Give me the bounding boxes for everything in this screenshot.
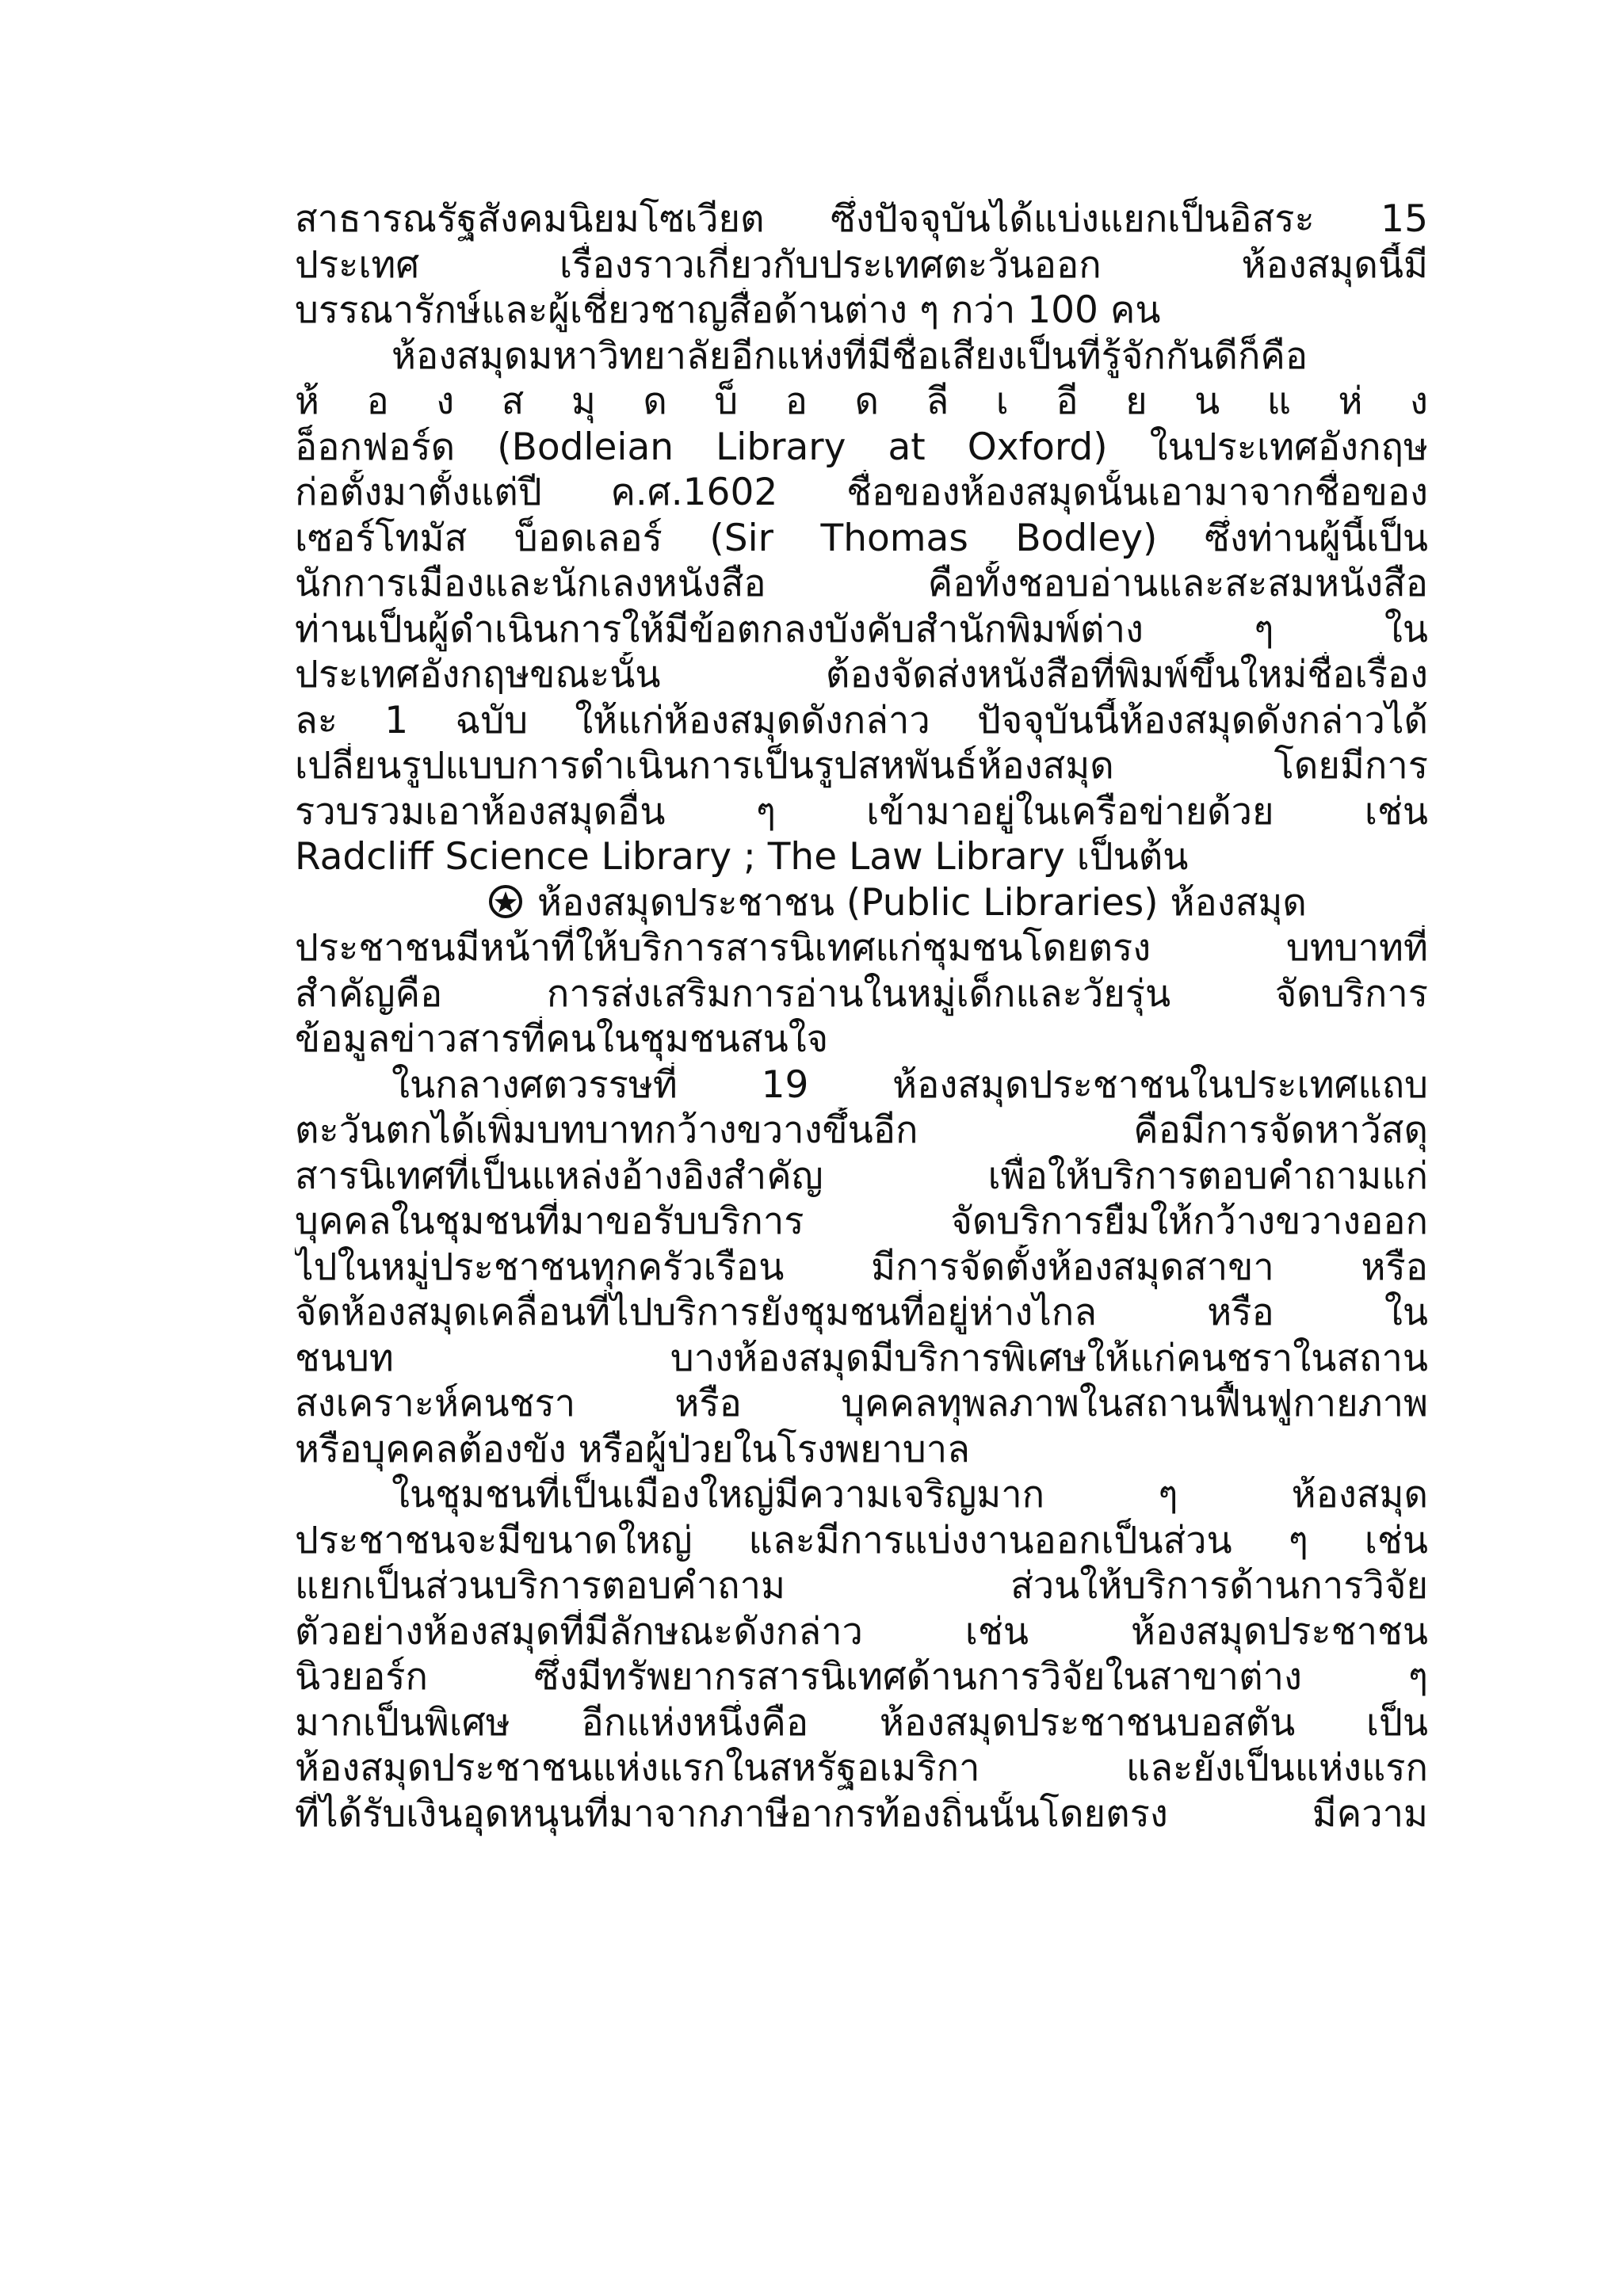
text-line: จัดห้องสมุดเคลื่อนที่ไปบริการยังชุมชนที่อยู่ห่างไกล หรือ ใน	[295, 1291, 1428, 1334]
text-line: ประชาชนจะมีขนาดใหญ่ และมีการแบ่งงานออกเป็นส่วน ๆ เช่น	[295, 1518, 1428, 1562]
document-body	[295, 196, 1428, 1836]
text-line: บรรณารักษ์และผู้เชี่ยวชาญสื่อด้านต่าง ๆ กว่า 100 คน	[295, 288, 1161, 332]
text-line: ละ 1 ฉบับ ให้แก่ห้องสมุดดังกล่าว ปัจจุบันนี้ห้องสมุดดังกล่าวได้	[295, 698, 1428, 742]
text-line: ห้องสมุดมหาวิทยาลัยอีกแห่งที่มีชื่อเสียงเป็นที่รู้จักกันดีก็คือ	[391, 334, 1308, 378]
star-in-circle-icon	[485, 883, 526, 920]
bullet-text: ห้องสมุดประชาชน (Public Libraries) ห้องสมุด	[537, 880, 1307, 925]
text-line: ชนบท บางห้องสมุดมีบริการพิเศษให้แก่คนชราในสถาน	[295, 1336, 1428, 1380]
text-line: สงเคราะห์คนชรา หรือ บุคคลทุพลภาพในสถานฟื้นฟูกายภาพ	[295, 1382, 1428, 1425]
text-line: เปลี่ยนรูปแบบการดำเนินการเป็นรูปสหพันธ์ห้องสมุด โดยมีการ	[295, 744, 1428, 788]
text-line: ข้อมูลข่าวสารที่คนในชุมชนสนใจ	[295, 1017, 829, 1061]
text-line: สาธารณรัฐสังคมนิยมโซเวียต ซึ่งปัจจุบันได้แบ่งแยกเป็นอิสระ 15	[295, 197, 1428, 241]
text-line: Radcliff Science Library ; The Law Library เป็นต้น	[295, 835, 1189, 879]
text-line: ประเทศอังกฤษขณะนั้น ต้องจัดส่งหนังสือที่พิมพ์ขึ้นใหม่ชื่อเรื่อง	[295, 653, 1428, 696]
text-line: นิวยอร์ก ซึ่งมีทรัพยากรสารนิเทศด้านการวิจัยในสาขาต่าง ๆ	[295, 1655, 1428, 1699]
text-line: มากเป็นพิเศษ อีกแห่งหนึ่งคือ ห้องสมุดประชาชนบอสตัน เป็น	[295, 1700, 1428, 1745]
text-line: ตะวันตกได้เพิ่มบทบาทกว้างขวางขึ้นอีก คือมีการจัดหาวัสดุ	[295, 1108, 1428, 1152]
text-line: ที่ได้รับเงินอุดหนุนที่มาจากภาษีอากรท้องถิ่นนั้นโดยตรง มีความ	[295, 1791, 1428, 1836]
text-line: ประเทศ เรื่องราวเกี่ยวกับประเทศตะวันออก ห้องสมุดนี้มี	[295, 242, 1428, 287]
text-line: ในกลางศตวรรษที่ 19 ห้องสมุดประชาชนในประเทศแถบ	[391, 1062, 1428, 1107]
text-line: ในชุมชนที่เป็นเมืองใหญ่มีความเจริญมาก ๆ ห้องสมุด	[391, 1473, 1428, 1516]
text-line: ห้ อ ง ส มุ ด บ็ อ ด ลี เ อี ย น แ ห่ ง	[295, 379, 1428, 423]
text-line: สำคัญคือ การส่งเสริมการอ่านในหมู่เด็กและวัยรุ่น จัดบริการ	[295, 971, 1428, 1016]
text-line: ไปในหมู่ประชาชนทุกครัวเรือน มีการจัดตั้งห้องสมุดสาขา หรือ	[295, 1245, 1428, 1289]
text-line: แยกเป็นส่วนบริการตอบคำถาม ส่วนให้บริการด้านการวิจัย	[295, 1564, 1428, 1608]
text-line: นักการเมืองและนักเลงหนังสือ คือทั้งชอบอ่านและสะสมหนังสือ	[295, 562, 1428, 605]
text-line: เซอร์โทมัส บ็อดเลอร์ (Sir Thomas Bodley) ซึ่งท่านผู้นี้เป็น	[295, 516, 1428, 560]
text-line: บุคคลในชุมชนที่มาขอรับบริการ จัดบริการยืมให้กว้างขวางออก	[295, 1199, 1428, 1243]
text-line: ท่านเป็นผู้ดำเนินการให้มีข้อตกลงบังคับสำนักพิมพ์ต่าง ๆ ใน	[295, 607, 1428, 651]
text-line: ประชาชนมีหน้าที่ให้บริการสารนิเทศแก่ชุมชนโดยตรง บทบาทที่	[295, 926, 1428, 970]
text-line: สารนิเทศที่เป็นแหล่งอ้างอิงสำคัญ เพื่อให้บริการตอบคำถามแก่	[295, 1154, 1428, 1198]
text-line: อ็อกฟอร์ด (Bodleian Library at Oxford) ในประเทศอังกฤษ	[295, 425, 1428, 469]
bullet-line	[295, 880, 1428, 926]
text-line: หรือบุคคลต้องขัง หรือผู้ป่วยในโรงพยาบาล	[295, 1427, 970, 1471]
text-line: ห้องสมุดประชาชนแห่งแรกในสหรัฐอเมริกา และยังเป็นแห่งแรก	[295, 1746, 1428, 1790]
text-line: ก่อตั้งมาตั้งแต่ปี ค.ศ.1602 ชื่อของห้องสมุดนั้นเอามาจากชื่อของ	[295, 471, 1428, 514]
text-line: รวบรวมเอาห้องสมุดอื่น ๆ เข้ามาอยู่ในเครือข่ายด้วย เช่น	[295, 789, 1428, 833]
text-line: ตัวอย่างห้องสมุดที่มีลักษณะดังกล่าว เช่น ห้องสมุดประชาชน	[295, 1609, 1428, 1653]
